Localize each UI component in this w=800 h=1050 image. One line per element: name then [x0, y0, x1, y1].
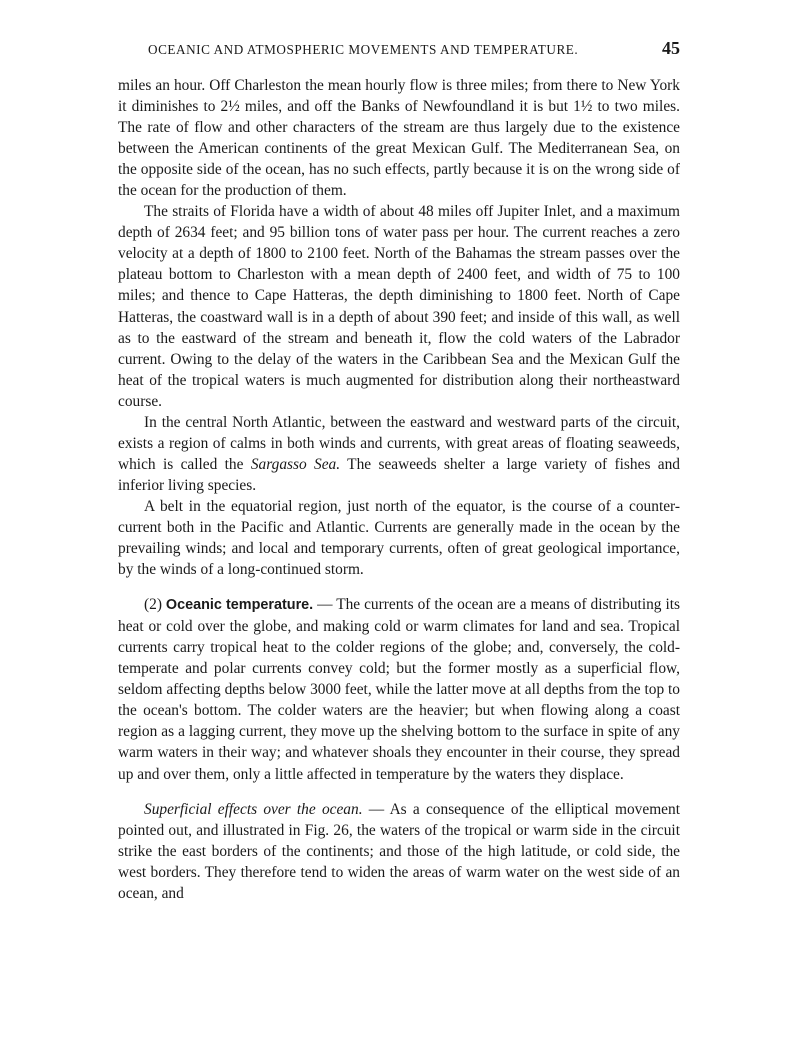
section-heading: Superficial effects over the ocean. [144, 800, 363, 818]
running-head [118, 38, 680, 59]
paragraph-text: The seaweeds shelter a large variety of fishes and inferior living species. [118, 455, 681, 494]
paragraph-text: The straits of Florida have a width of about 48 miles off Jupiter Inlet, and a maximum depth of 2634 feet; and 95 billion tons of water pass per hour. The current reaches a zero velocity at a depth of 1800 to 2100 feet. North of the Bahamas the stream passes over the plateau bottom to Charleston with a mean depth of 2400 feet, and width of 75 to 100 miles; and thence to Cape Hatteras, the depth diminishing to 1800 feet. North of Cape Hatteras, the coastward wall is in a depth of about 390 feet; and inside of this wall, as well as to the eastward of the stream and beneath it, flow the cold waters of the Labrador current. Owing to the delay of the waters in the Caribbean Sea and the Mexican Gulf the heat of the tropical waters is much augmented for distribution along their northeastward course. [118, 203, 680, 410]
paragraph-sargasso-sea [118, 412, 680, 496]
sargasso-sea-term: Sargasso Sea. [250, 455, 341, 473]
paragraph-continued [118, 75, 680, 201]
section-heading: Oceanic temperature. [165, 597, 314, 614]
section-superficial-effects [118, 799, 680, 904]
paragraph-text: — The currents of the ocean are a means of distributing its heat or cold over the globe, and making cold or warm climates for land and sea. Tropical currents carry tropical heat to the colder regions of the globe; and, conversely, the cold-temperate and polar currents convey cold; but the former mostly as a superficial flow, seldom affecting depths below 3000 feet, while the latter move at all depths from the top to the ocean's bottom. The colder waters are the heavier; but when flowing along a coast region as a lagging current, they move up the shelving bottom to the surface in spite of any warm waters in their way; and whatever shoals they encounter in their course, they spread up and over them, only a little affected in temperature by the waters they displace. [118, 596, 680, 783]
paragraph-text: A belt in the equatorial region, just north of the equator, is the course of a counter-current both in the Pacific and Atlantic. Currents are generally made in the ocean by the prevailing winds; and local and temporary currents, often of great geological importance, by the winds of a long-continued storm. [118, 497, 680, 579]
paragraph-text: In the central North Atlantic, between the eastward and westward parts of the circuit, exists a region of calms in both winds and currents, with great areas of floating seaweeds, which is called the [118, 413, 680, 473]
page-number: 45 [662, 38, 680, 58]
paragraph-text: — As a consequence of the elliptical movement pointed out, and illustrated in Fig. 26, the waters of the tropical or warm side in the circuit strike the east borders of the continents; and those of the high latitude, or cold side, the west borders. They therefore tend to widen the areas of warm water on the west side of an ocean, and [118, 800, 680, 902]
paragraph-counter-current [118, 496, 680, 580]
paragraph-straits-of-florida [118, 201, 680, 411]
body-text [118, 75, 680, 904]
section-number: (2) [144, 596, 162, 614]
section-oceanic-temperature [118, 594, 680, 784]
paragraph-text: miles an hour. Off Charleston the mean hourly flow is three miles; from there to New York it diminishes to 2½ miles, and off the Banks of Newfoundland it is but 1½ to two miles. The rate of flow and other characters of the stream are thus largely due to the existence between the American continents of the great Mexican Gulf. The Mediterranean Sea, on the opposite side of the ocean, has no such effects, partly because it is on the wrong side of the ocean for the production of them. [118, 77, 680, 200]
running-title: OCEANIC AND ATMOSPHERIC MOVEMENTS AND TEMPERATURE. [148, 42, 579, 57]
